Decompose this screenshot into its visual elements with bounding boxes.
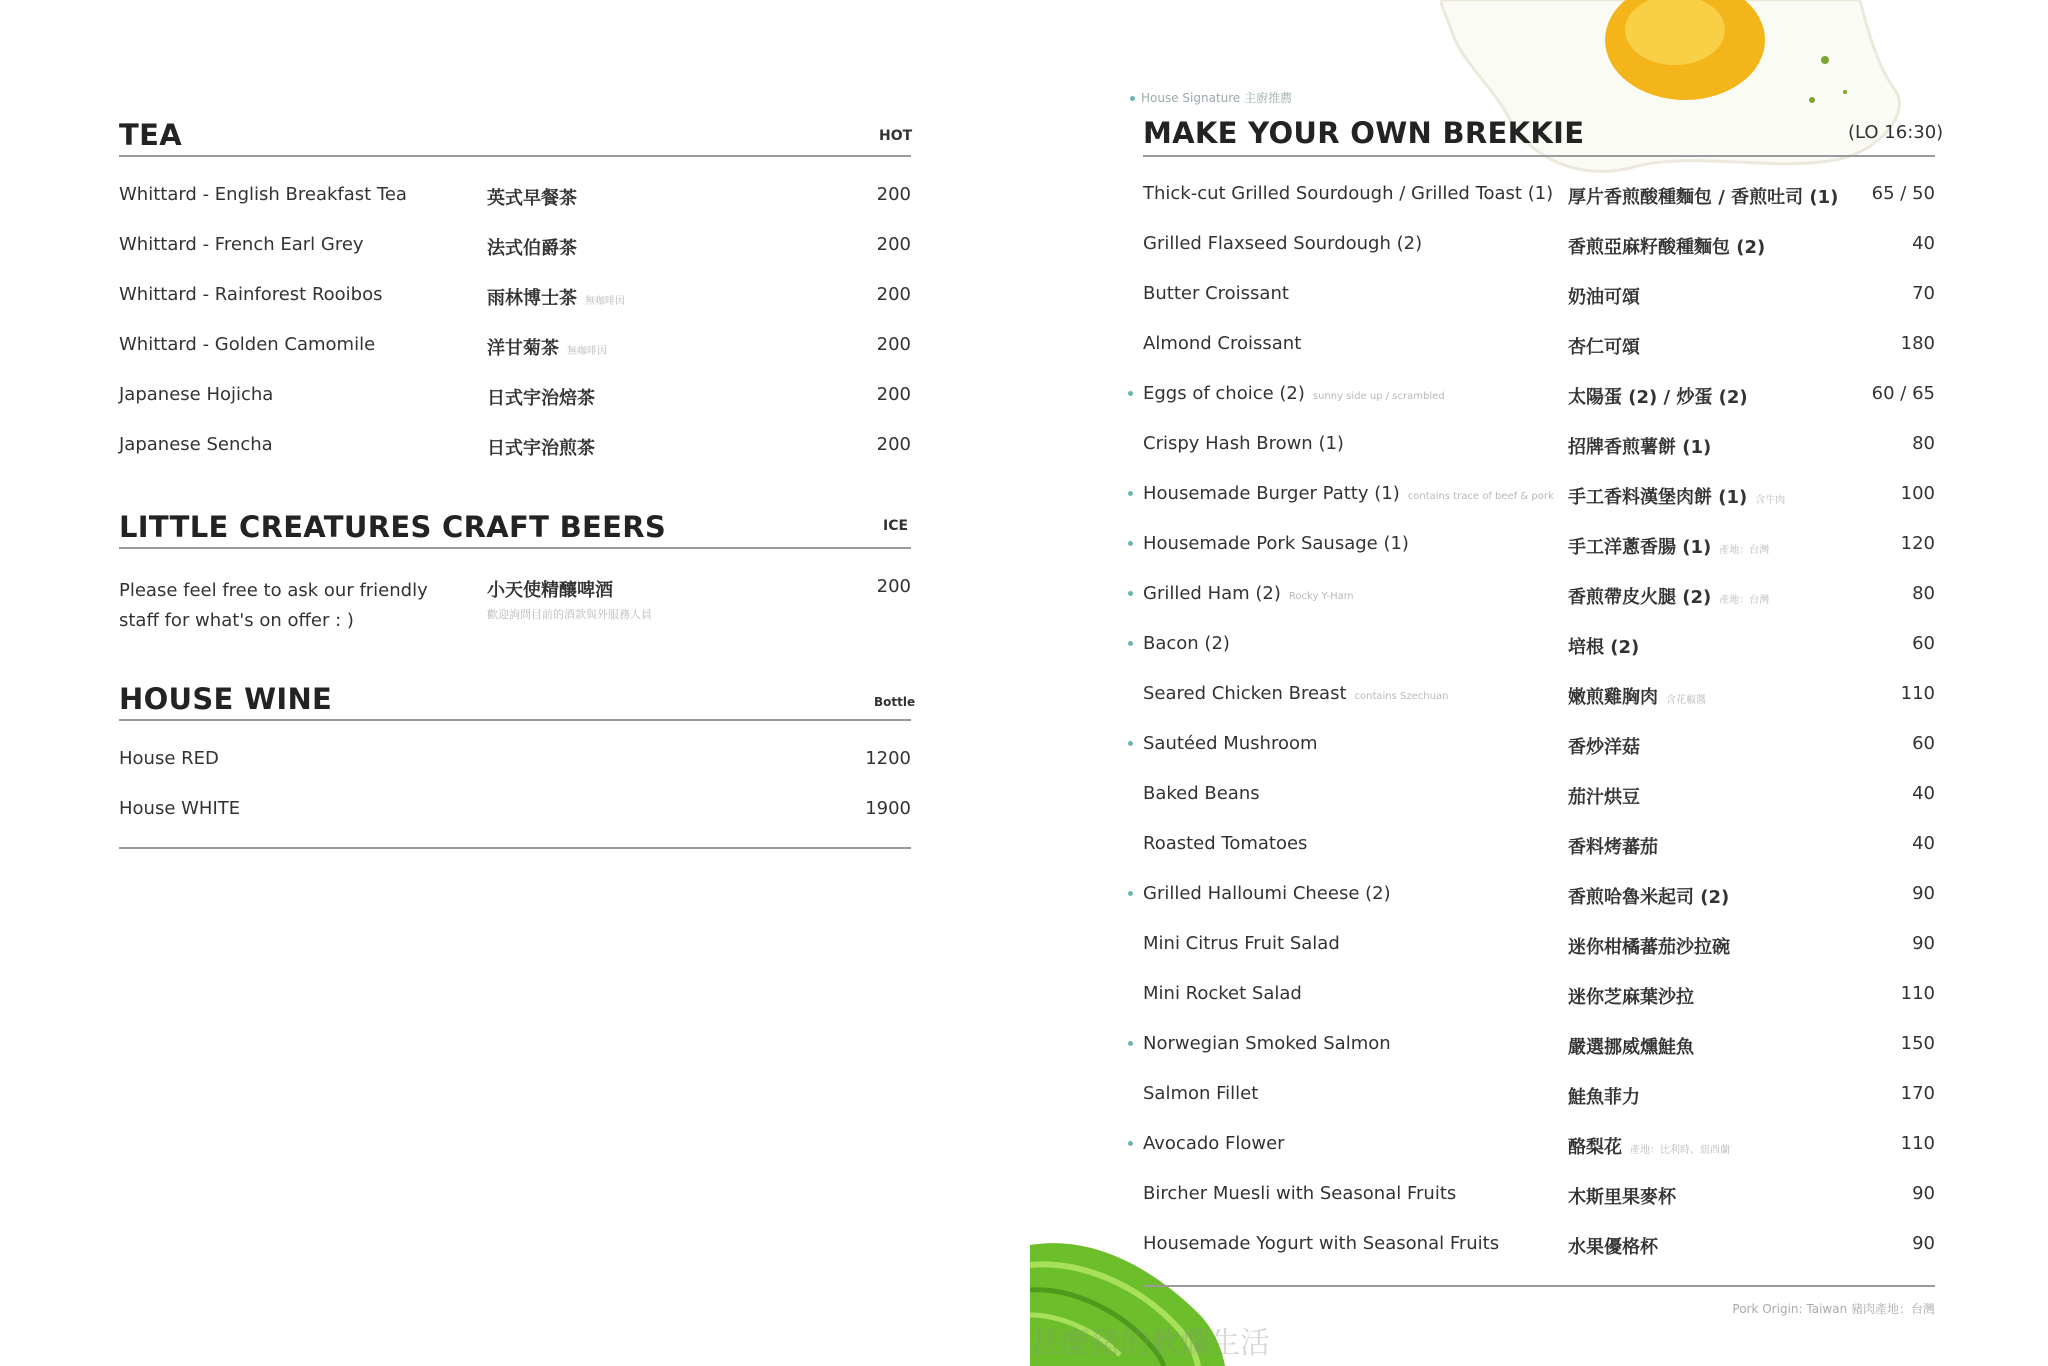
item-price: 200 bbox=[876, 284, 911, 305]
menu-item bbox=[1143, 883, 1935, 917]
item-price: 80 bbox=[1912, 433, 1935, 454]
item-name-zh: 香料烤蕃茄 bbox=[1568, 837, 1658, 858]
item-name: House RED bbox=[119, 748, 219, 769]
item-name: Seared Chicken Breast contains Szechuan bbox=[1143, 683, 1449, 704]
item-name-zh: 鮭魚菲力 bbox=[1568, 1087, 1640, 1108]
item-name: Thick-cut Grilled Sourdough / Grilled Toast (1) bbox=[1143, 183, 1554, 204]
item-price: 200 bbox=[876, 334, 911, 355]
item-name-zh: 茄汁烘豆 bbox=[1568, 787, 1640, 808]
item-price: 1900 bbox=[865, 798, 911, 819]
item-name-zh: 英式早餐茶 bbox=[487, 188, 577, 209]
item-price: 110 bbox=[1900, 683, 1935, 704]
item-name: Japanese Hojicha bbox=[119, 384, 274, 405]
item-price: 70 bbox=[1912, 283, 1935, 304]
item-price: 80 bbox=[1912, 583, 1935, 604]
item-price: 200 bbox=[876, 234, 911, 255]
item-name-zh: 太陽蛋 (2) / 炒蛋 (2) bbox=[1568, 387, 1748, 408]
tea-section-title: TEA bbox=[119, 118, 182, 152]
menu-item bbox=[1143, 1233, 1935, 1267]
item-name-zh: 木斯里果麥杯 bbox=[1568, 1187, 1676, 1208]
menu-item bbox=[1143, 1083, 1935, 1117]
item-name: Crispy Hash Brown (1) bbox=[1143, 433, 1344, 454]
item-price: 90 bbox=[1912, 1183, 1935, 1204]
item-name-zh: 水果優格杯 bbox=[1568, 1237, 1658, 1258]
item-price: 200 bbox=[876, 576, 911, 597]
item-name-zh: 嫩煎雞胸肉 含花椒醬 bbox=[1568, 687, 1706, 708]
item-price: 200 bbox=[876, 384, 911, 405]
item-name: Whittard - Golden Camomile bbox=[119, 334, 376, 355]
menu-item bbox=[1143, 433, 1935, 467]
item-name-zh: 香煎哈魯米起司 (2) bbox=[1568, 887, 1730, 908]
menu-item bbox=[1143, 483, 1935, 517]
item-name: Butter Croissant bbox=[1143, 283, 1289, 304]
menu-item bbox=[1143, 1033, 1935, 1067]
watermark: 甚麼豬的軟爛生活 bbox=[1030, 1326, 1270, 1361]
menu-item bbox=[119, 748, 911, 782]
menu-item bbox=[119, 234, 911, 268]
item-name-zh: 日式宇治焙茶 bbox=[487, 388, 595, 409]
beers-divider bbox=[119, 547, 911, 549]
brekkie-divider bbox=[1143, 155, 1935, 157]
item-description: Please feel free to ask our friendly staff for what's on offer : ) bbox=[119, 580, 428, 631]
item-name: Mini Citrus Fruit Salad bbox=[1143, 933, 1340, 954]
beers-section-tag: ICE bbox=[883, 518, 909, 534]
house-signature-dot-icon bbox=[1128, 741, 1133, 746]
menu-item bbox=[1143, 533, 1935, 567]
menu-item bbox=[119, 384, 911, 418]
item-name-zh: 迷你芝麻葉沙拉 bbox=[1568, 987, 1694, 1008]
item-price: 120 bbox=[1900, 533, 1935, 554]
item-name: House WHITE bbox=[119, 798, 241, 819]
menu-item bbox=[1143, 733, 1935, 767]
item-name-zh: 奶油可頌 bbox=[1568, 287, 1640, 308]
item-name: Housemade Yogurt with Seasonal Fruits bbox=[1143, 1233, 1500, 1254]
menu-item bbox=[1143, 933, 1935, 967]
item-name-zh: 嚴選挪威燻鮭魚 bbox=[1568, 1037, 1694, 1058]
item-name: Bacon (2) bbox=[1143, 633, 1230, 654]
item-name-zh: 小天使精釀啤酒 歡迎詢問目前的酒款與外服務人員 bbox=[487, 580, 652, 621]
menu-item bbox=[1143, 1133, 1935, 1167]
item-name-zh: 法式伯爵茶 bbox=[487, 238, 577, 259]
item-name: Eggs of choice (2) sunny side up / scrambled bbox=[1143, 383, 1445, 404]
item-name: Whittard - French Earl Grey bbox=[119, 234, 364, 255]
item-name-zh: 手工洋蔥香腸 (1) 產地：台灣 bbox=[1568, 537, 1770, 558]
house-signature-dot-icon bbox=[1128, 391, 1133, 396]
item-name: Housemade Pork Sausage (1) bbox=[1143, 533, 1409, 554]
brekkie-last-order: (LO 16:30) bbox=[1848, 122, 1944, 143]
item-price: 90 bbox=[1912, 1233, 1935, 1254]
wine-bottom-divider bbox=[119, 847, 911, 849]
item-name-zh: 洋甘菊茶 無咖啡因 bbox=[487, 338, 607, 359]
menu-item bbox=[1143, 583, 1935, 617]
house-signature-dot-icon bbox=[1128, 641, 1133, 646]
item-price: 40 bbox=[1912, 783, 1935, 804]
item-name: Whittard - Rainforest Rooibos bbox=[119, 284, 383, 305]
item-name-zh: 手工香料漢堡肉餅 (1) 含牛肉 bbox=[1568, 487, 1786, 508]
menu-item bbox=[1143, 833, 1935, 867]
menu-item bbox=[119, 334, 911, 368]
menu-item bbox=[1143, 783, 1935, 817]
menu-item bbox=[119, 284, 911, 318]
item-name: Bircher Muesli with Seasonal Fruits bbox=[1143, 1183, 1457, 1204]
menu-item bbox=[1143, 233, 1935, 267]
item-name-zh: 日式宇治煎茶 bbox=[487, 438, 595, 459]
tea-divider bbox=[119, 155, 911, 157]
item-price: 110 bbox=[1900, 983, 1935, 1004]
item-name: Sautéed Mushroom bbox=[1143, 733, 1318, 754]
item-price: 40 bbox=[1912, 833, 1935, 854]
beers-section-title: LITTLE CREATURES CRAFT BEERS bbox=[119, 510, 667, 544]
item-price: 1200 bbox=[865, 748, 911, 769]
item-price: 90 bbox=[1912, 883, 1935, 904]
item-name: Housemade Burger Patty (1) contains trace of beef & pork bbox=[1143, 483, 1554, 504]
menu-item bbox=[119, 184, 911, 218]
menu-item bbox=[1143, 383, 1935, 417]
item-price: 200 bbox=[876, 184, 911, 205]
item-price: 110 bbox=[1900, 1133, 1935, 1154]
item-name-zh: 香煎亞麻籽酸種麵包 (2) bbox=[1568, 237, 1766, 258]
item-name-zh: 迷你柑橘蕃茄沙拉碗 bbox=[1568, 937, 1730, 958]
menu-item bbox=[119, 798, 911, 832]
menu-item bbox=[1143, 1183, 1935, 1217]
item-price: 65 / 50 bbox=[1871, 183, 1935, 204]
item-price: 60 bbox=[1912, 733, 1935, 754]
brekkie-bottom-divider bbox=[1143, 1285, 1935, 1287]
menu-item bbox=[1143, 633, 1935, 667]
wine-section-title: HOUSE WINE bbox=[119, 682, 333, 716]
item-name: Almond Croissant bbox=[1143, 333, 1302, 354]
item-price: 40 bbox=[1912, 233, 1935, 254]
item-price: 150 bbox=[1900, 1033, 1935, 1054]
item-price: 90 bbox=[1912, 933, 1935, 954]
item-price: 200 bbox=[876, 434, 911, 455]
item-name: Mini Rocket Salad bbox=[1143, 983, 1302, 1004]
menu-item bbox=[1143, 333, 1935, 367]
wine-divider bbox=[119, 719, 911, 721]
menu-item bbox=[1143, 683, 1935, 717]
item-name: Whittard - English Breakfast Tea bbox=[119, 184, 407, 205]
brekkie-section-title: MAKE YOUR OWN BREKKIE bbox=[1143, 116, 1585, 150]
item-name: Avocado Flower bbox=[1143, 1133, 1285, 1154]
item-price: 60 / 65 bbox=[1871, 383, 1935, 404]
pork-origin-note: Pork Origin: Taiwan 豬肉產地：台灣 bbox=[1732, 1302, 1935, 1316]
item-price: 180 bbox=[1900, 333, 1935, 354]
house-signature-dot-icon bbox=[1128, 491, 1133, 496]
item-name-zh: 香炒洋菇 bbox=[1568, 737, 1640, 758]
item-price: 60 bbox=[1912, 633, 1935, 654]
item-name-zh: 培根 (2) bbox=[1568, 637, 1640, 658]
house-signature-dot-icon bbox=[1128, 591, 1133, 596]
item-name: Norwegian Smoked Salmon bbox=[1143, 1033, 1391, 1054]
item-name-zh: 香煎帶皮火腿 (2) 產地：台灣 bbox=[1568, 587, 1770, 608]
item-name: Salmon Fillet bbox=[1143, 1083, 1259, 1104]
item-price: 170 bbox=[1900, 1083, 1935, 1104]
house-signature-legend: House Signature 主廚推薦 bbox=[1130, 89, 1292, 106]
menu-item bbox=[1143, 283, 1935, 317]
house-signature-dot-icon bbox=[1128, 1041, 1133, 1046]
menu-item bbox=[1143, 183, 1935, 217]
house-signature-dot-icon bbox=[1128, 891, 1133, 896]
house-signature-dot-icon bbox=[1128, 1141, 1133, 1146]
item-name: Grilled Ham (2) Rocky Y-Ham bbox=[1143, 583, 1354, 604]
item-name: Japanese Sencha bbox=[119, 434, 273, 455]
wine-section-tag: Bottle bbox=[874, 695, 916, 709]
item-name: Grilled Flaxseed Sourdough (2) bbox=[1143, 233, 1423, 254]
item-name-zh: 招牌香煎薯餅 (1) bbox=[1568, 437, 1712, 458]
item-name-zh: 酪梨花 產地：比利時、紐西蘭 bbox=[1568, 1137, 1730, 1158]
item-price: 100 bbox=[1900, 483, 1935, 504]
item-name-zh: 厚片香煎酸種麵包 / 香煎吐司 (1) bbox=[1568, 187, 1839, 208]
house-signature-dot-icon bbox=[1128, 541, 1133, 546]
item-name-zh: 雨林博士茶 無咖啡因 bbox=[487, 288, 625, 309]
menu-item bbox=[119, 434, 911, 468]
tea-section-tag: HOT bbox=[879, 128, 913, 144]
item-name-zh: 杏仁可頌 bbox=[1568, 337, 1640, 358]
item-name: Baked Beans bbox=[1143, 783, 1260, 804]
item-name: Grilled Halloumi Cheese (2) bbox=[1143, 883, 1391, 904]
menu-item bbox=[1143, 983, 1935, 1017]
item-name: Roasted Tomatoes bbox=[1143, 833, 1308, 854]
menu-item bbox=[119, 576, 911, 636]
